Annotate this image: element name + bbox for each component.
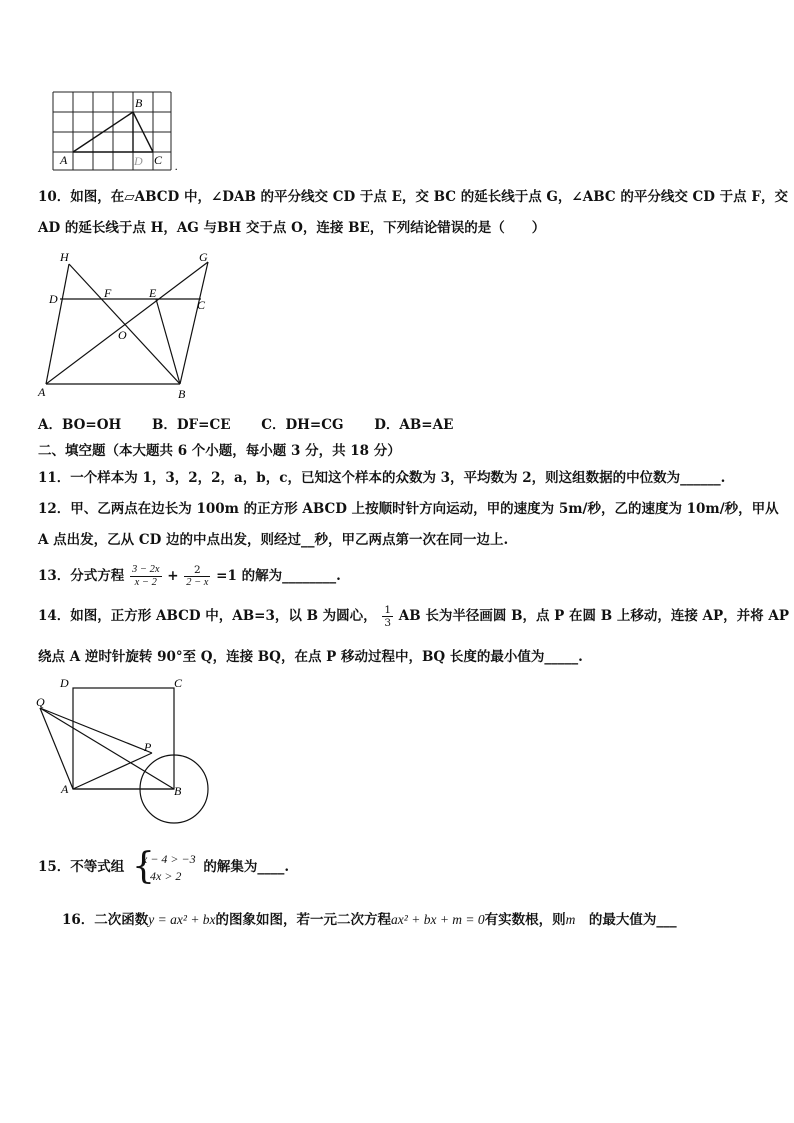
q13-suffix: =1 的解为________. — [216, 568, 341, 584]
q10-option-a[interactable]: A．BO=OH — [38, 417, 122, 433]
q16-expr-1: y = ax² + bx — [148, 912, 216, 927]
q10-option-b[interactable]: B．DF=CE — [151, 417, 231, 433]
q10-label-a: A — [38, 385, 46, 399]
q13-fraction-2-den: 2 − x — [186, 577, 209, 588]
q10-parallelogram-figure — [36, 248, 218, 400]
q16-var: m — [565, 912, 576, 927]
q13-fraction-1 — [130, 564, 162, 589]
q14-label-b: B — [174, 784, 182, 798]
q13-fraction-2 — [184, 564, 210, 589]
q10-label-c: C — [197, 298, 206, 312]
q14-label-c: C — [174, 676, 183, 690]
q11-text: 11．一个样本为 1，3，2，2，a，b，c，已知这个样本的众数为 3，平均数为 2，则这组数据的中位数为______. — [38, 470, 726, 486]
q10-label-h: H — [60, 250, 69, 264]
q13-text — [38, 560, 341, 592]
q14-square-circle-figure — [34, 674, 220, 824]
section-2-heading: 二、填空题（本大题共 6 个小题，每小题 3 分，共 18 分） — [38, 443, 401, 459]
q15-inequality-system — [132, 845, 196, 887]
q10-label-b: B — [178, 387, 186, 400]
q15-text — [38, 843, 289, 891]
q13-prefix: 13．分式方程 — [38, 568, 125, 584]
q14-fraction-num: 1 — [384, 604, 392, 616]
q9-label-d: D — [134, 154, 143, 168]
q12-line1: 12．甲、乙两点在边长为 100m 的正方形 ABCD 上按顺时针方向运动，甲的速度为 5m/秒，乙的速度为 10m/秒，甲从 — [38, 501, 779, 517]
q9-label-a: A — [60, 153, 68, 167]
q10-line1: 10．如图，在▱ABCD 中，∠DAB 的平分线交 CD 于点 E，交 BC 的延长线于点 G，∠ABC 的平分线交 CD 于点 F，交 — [38, 189, 788, 205]
q14-label-a: A — [61, 782, 69, 796]
q10-options — [38, 416, 479, 434]
q10-line2: AD 的延长线于点 H，AG 与BH 交于点 O，连接 BE，下列结论错误的是（ ） — [38, 220, 546, 236]
q13-plus: + — [167, 568, 179, 584]
q10-label-g: G — [199, 250, 208, 264]
q15-row-2: 4x > 2 — [150, 868, 182, 883]
q9-label-c: C — [154, 153, 163, 167]
q16-text — [62, 911, 677, 929]
q10-label-f: F — [104, 286, 112, 300]
q15-row-1: x − 4 > −3 — [142, 851, 196, 866]
q16-mid2: 有实数根，则 — [484, 912, 566, 928]
q14-fraction-den: 3 — [384, 617, 392, 629]
q16-expr-2: ax² + bx + m = 0 — [391, 912, 485, 927]
q16-mid: 的图象如图，若一元二次方程 — [215, 912, 392, 928]
q10-option-d[interactable]: D．AB=AE — [374, 417, 454, 433]
q16-suffix: 的最大值为___ — [575, 912, 677, 928]
q13-fraction-1-den: x − 2 — [134, 577, 157, 588]
q10-label-e: E — [149, 286, 157, 300]
q14-prefix: 14．如图，正方形 ABCD 中，AB=3，以 B 为圆心， — [38, 608, 377, 624]
q14-line1 — [38, 600, 789, 632]
q10-option-c[interactable]: C．DH=CG — [261, 417, 344, 433]
q9-label-b: B — [135, 96, 143, 110]
q10-label-d: D — [49, 292, 58, 306]
q12-line2: A 点出发，乙从 CD 边的中点出发，则经过__秒，甲乙两点第一次在同一边上. — [38, 532, 509, 548]
q14-fraction — [382, 604, 393, 629]
q9-dot: . — [175, 159, 178, 173]
q9-grid-figure — [50, 90, 185, 175]
q14-label-q: Q — [36, 695, 45, 709]
q14-label-d: D — [60, 676, 69, 690]
q15-prefix: 15．不等式组 — [38, 859, 125, 875]
q15-suffix: 的解集为____. — [203, 859, 290, 875]
q15-brace: { — [132, 845, 155, 887]
q14-label-p: P — [144, 740, 152, 754]
q14-mid: AB 长为半径画圆 B，点 P 在圆 B 上移动，连接 AP，并将 AP — [398, 608, 789, 624]
q13-fraction-2-num: 2 — [184, 564, 210, 577]
q14-line2: 绕点 A 逆时针旋转 90°至 Q，连接 BQ，在点 P 移动过程中，BQ 长度的最小值为_____. — [38, 649, 583, 665]
q16-prefix: 16．二次函数 — [62, 912, 149, 928]
q13-fraction-1-num: 3 − 2x — [132, 564, 160, 575]
q10-label-o: O — [118, 328, 127, 342]
